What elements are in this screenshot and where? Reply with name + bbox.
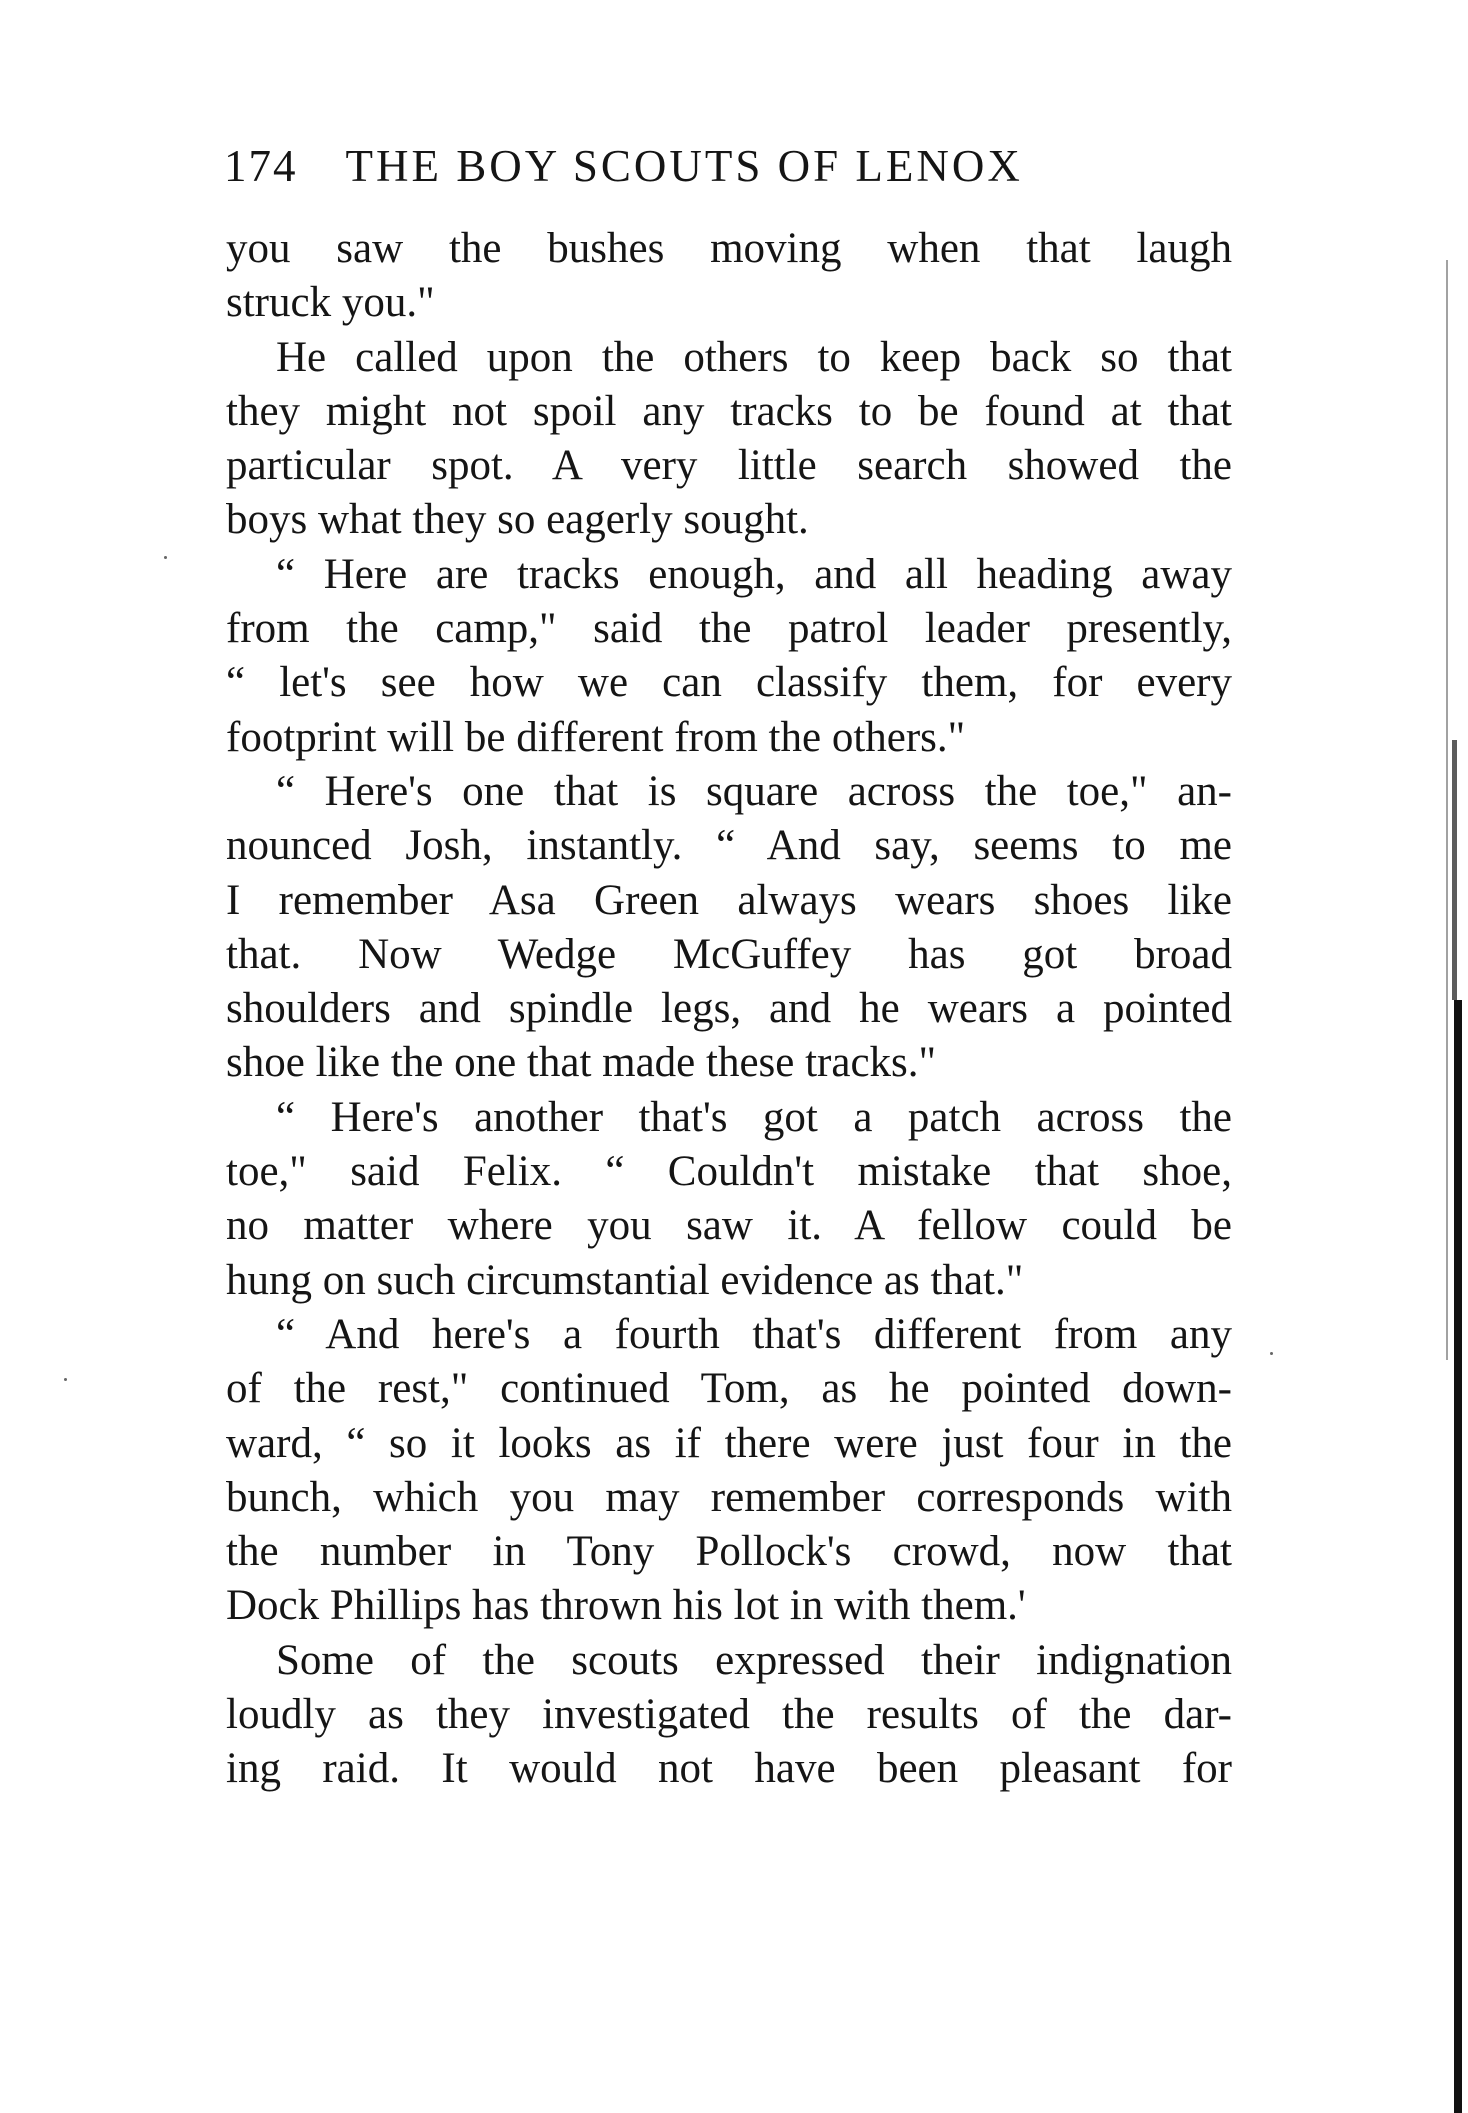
text-line: footprint will be different from the others.": [226, 713, 966, 761]
text-line: “ Here's another that's got a patch across the: [276, 1093, 1232, 1141]
text-line: boys what they so eagerly sought.: [226, 496, 809, 544]
page-binding-edge: [1438, 180, 1468, 2113]
text-line: “ let's see how we can classify them, for every: [226, 659, 1232, 707]
text-line: nounced Josh, instantly. “ And say, seems to me: [226, 822, 1232, 870]
text-line: “ Here are tracks enough, and all heading away: [276, 550, 1232, 598]
text-line: He called upon the others to keep back so that: [276, 333, 1232, 381]
text-line: shoe like the one that made these tracks.": [226, 1039, 937, 1087]
scan-speck: [164, 556, 167, 559]
text-line: that. Now Wedge McGuffey has got broad: [226, 930, 1232, 978]
scan-speck: [1270, 1352, 1273, 1355]
page-number: 174: [224, 141, 298, 191]
text-line: you saw the bushes moving when that laugh: [226, 225, 1232, 272]
binding-shadow-line: [1446, 260, 1448, 1360]
text-line: ward, “ so it looks as if there were just four in the: [226, 1419, 1232, 1467]
text-line: struck you.": [226, 279, 435, 327]
text-line: toe," said Felix. “ Couldn't mistake that shoe,: [226, 1148, 1232, 1196]
scan-speck: [64, 1378, 67, 1381]
text-line: hung on such circumstantial evidence as that.": [226, 1256, 1024, 1304]
book-title-header: THE BOY SCOUTS OF LENOX: [345, 141, 1023, 191]
text-line: Some of the scouts expressed their indignation: [276, 1636, 1232, 1684]
text-line: “ And here's a fourth that's different from any: [276, 1310, 1232, 1358]
text-line: “ Here's one that is square across the toe," an-: [276, 767, 1232, 815]
running-head: [224, 136, 1224, 196]
text-line: loudly as they investigated the results of the dar-: [226, 1691, 1232, 1739]
text-line: bunch, which you may remember corresponds with: [226, 1473, 1232, 1521]
text-line: I remember Asa Green always wears shoes like: [226, 876, 1232, 924]
text-line: particular spot. A very little search showed the: [226, 442, 1232, 490]
text-line: ing raid. It would not have been pleasant for: [226, 1745, 1232, 1793]
text-line: of the rest," continued Tom, as he pointed down-: [226, 1365, 1232, 1413]
text-line: shoulders and spindle legs, and he wears a pointed: [226, 985, 1232, 1033]
binding-shadow-lower: [1454, 1000, 1462, 2113]
text-line: Dock Phillips has thrown his lot in with them.': [226, 1582, 1026, 1630]
text-line: no matter where you saw it. A fellow could be: [226, 1202, 1232, 1250]
text-line: from the camp," said the patrol leader presently,: [226, 605, 1232, 653]
text-line: the number in Tony Pollock's crowd, now that: [226, 1528, 1232, 1576]
body-text: [226, 222, 1232, 1797]
binding-shadow-upper: [1452, 740, 1457, 1000]
text-line: they might not spoil any tracks to be found at that: [226, 387, 1232, 435]
